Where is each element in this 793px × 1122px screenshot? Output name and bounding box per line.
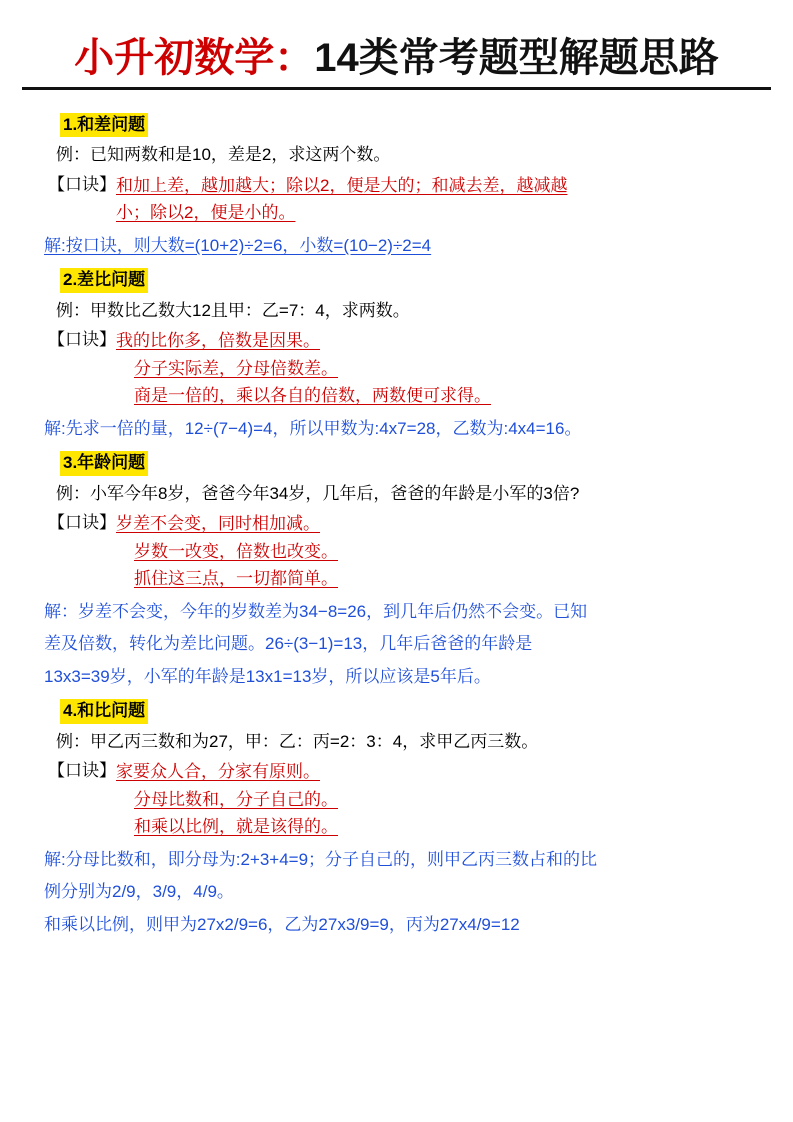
section-answer-line xyxy=(44,415,761,443)
koujue-line: 和乘以比例，就是该得的。 xyxy=(134,817,338,837)
koujue-label: 【口诀】 xyxy=(48,330,116,350)
section-koujue xyxy=(48,172,761,227)
answer-text: 解:按口诀，则大数=(10+2)÷2=6，小数=(10−2)÷2=4 xyxy=(44,235,432,255)
page-title xyxy=(22,36,771,81)
section-heading: 2.差比问题 xyxy=(60,268,148,292)
section-2 xyxy=(40,263,761,442)
koujue-lines xyxy=(116,758,761,841)
section-koujue xyxy=(48,510,761,593)
answer-text: 解:先求一倍的量，12÷(7−4)=4，所以甲数为:4x7=28，乙数为:4x4=16。 xyxy=(44,418,582,438)
document-title-block xyxy=(22,30,771,100)
koujue-label: 【口诀】 xyxy=(48,513,116,533)
section-koujue xyxy=(48,758,761,841)
section-heading: 4.和比问题 xyxy=(60,699,148,723)
section-heading: 3.年龄问题 xyxy=(60,451,148,475)
koujue-label: 【口诀】 xyxy=(48,174,116,194)
koujue-line: 抓住这三点，一切都简单。 xyxy=(134,569,338,589)
page-title-black: 14类常考题型解题思路 xyxy=(314,36,719,80)
section-heading: 1.和差问题 xyxy=(60,113,148,137)
koujue-line: 分子实际差，分母倍数差。 xyxy=(134,358,338,378)
document-body xyxy=(22,100,771,939)
koujue-line: 家要众人合，分家有原则。 xyxy=(116,762,320,782)
koujue-line: 岁差不会变，同时相加减。 xyxy=(116,514,320,534)
page-title-red: 小升初数学： xyxy=(74,36,315,80)
title-divider xyxy=(22,87,771,90)
koujue-line: 商是一倍的，乘以各自的倍数，两数便可求得。 xyxy=(134,386,491,406)
koujue-line: 和加上差，越加越大；除以2，便是大的；和减去差，越减越 xyxy=(116,175,568,195)
section-answer-line: 13x3=39岁，小军的年龄是13x1=13岁，所以应该是5年后。 xyxy=(44,666,491,686)
section-answer-line: 差及倍数，转化为差比问题。26÷(3−1)=13，几年后爸爸的年龄是 xyxy=(44,634,533,654)
section-answer-line: 和乘以比例，则甲为27x2/9=6，乙为27x3/9=9，丙为27x4/9=12 xyxy=(44,914,520,934)
koujue-line: 我的比你多，倍数是因果。 xyxy=(116,331,320,351)
koujue-line: 岁数一改变，倍数也改变。 xyxy=(134,541,338,561)
section-4 xyxy=(40,694,761,938)
section-example: 例：小军今年8岁，爸爸今年34岁，几年后，爸爸的年龄是小军的3倍? xyxy=(56,483,580,503)
section-3 xyxy=(40,446,761,690)
koujue-lines xyxy=(116,510,761,593)
koujue-line: 小；除以2，便是小的。 xyxy=(116,203,296,223)
section-example: 例：甲数比乙数大12且甲：乙=7：4，求两数。 xyxy=(56,300,410,320)
section-example: 例：已知两数和是10，差是2，求这两个数。 xyxy=(56,145,391,165)
koujue-lines xyxy=(116,327,761,410)
section-1 xyxy=(40,108,761,259)
section-answer-line: 解:分母比数和，即分母为:2+3+4=9；分子自己的，则甲乙丙三数占和的比 xyxy=(44,849,598,869)
section-answer-line: 例分别为2/9，3/9，4/9。 xyxy=(44,882,234,902)
koujue-label: 【口诀】 xyxy=(48,761,116,781)
koujue-lines xyxy=(116,172,761,227)
section-answer-line: 解：岁差不会变，今年的岁数差为34−8=26，到几年后仍然不会变。已知 xyxy=(44,601,588,621)
koujue-line: 分母比数和，分子自己的。 xyxy=(134,789,338,809)
section-koujue xyxy=(48,327,761,410)
section-answer-line xyxy=(44,232,761,260)
section-example: 例：甲乙丙三数和为27，甲：乙：丙=2：3：4，求甲乙丙三数。 xyxy=(56,731,539,751)
